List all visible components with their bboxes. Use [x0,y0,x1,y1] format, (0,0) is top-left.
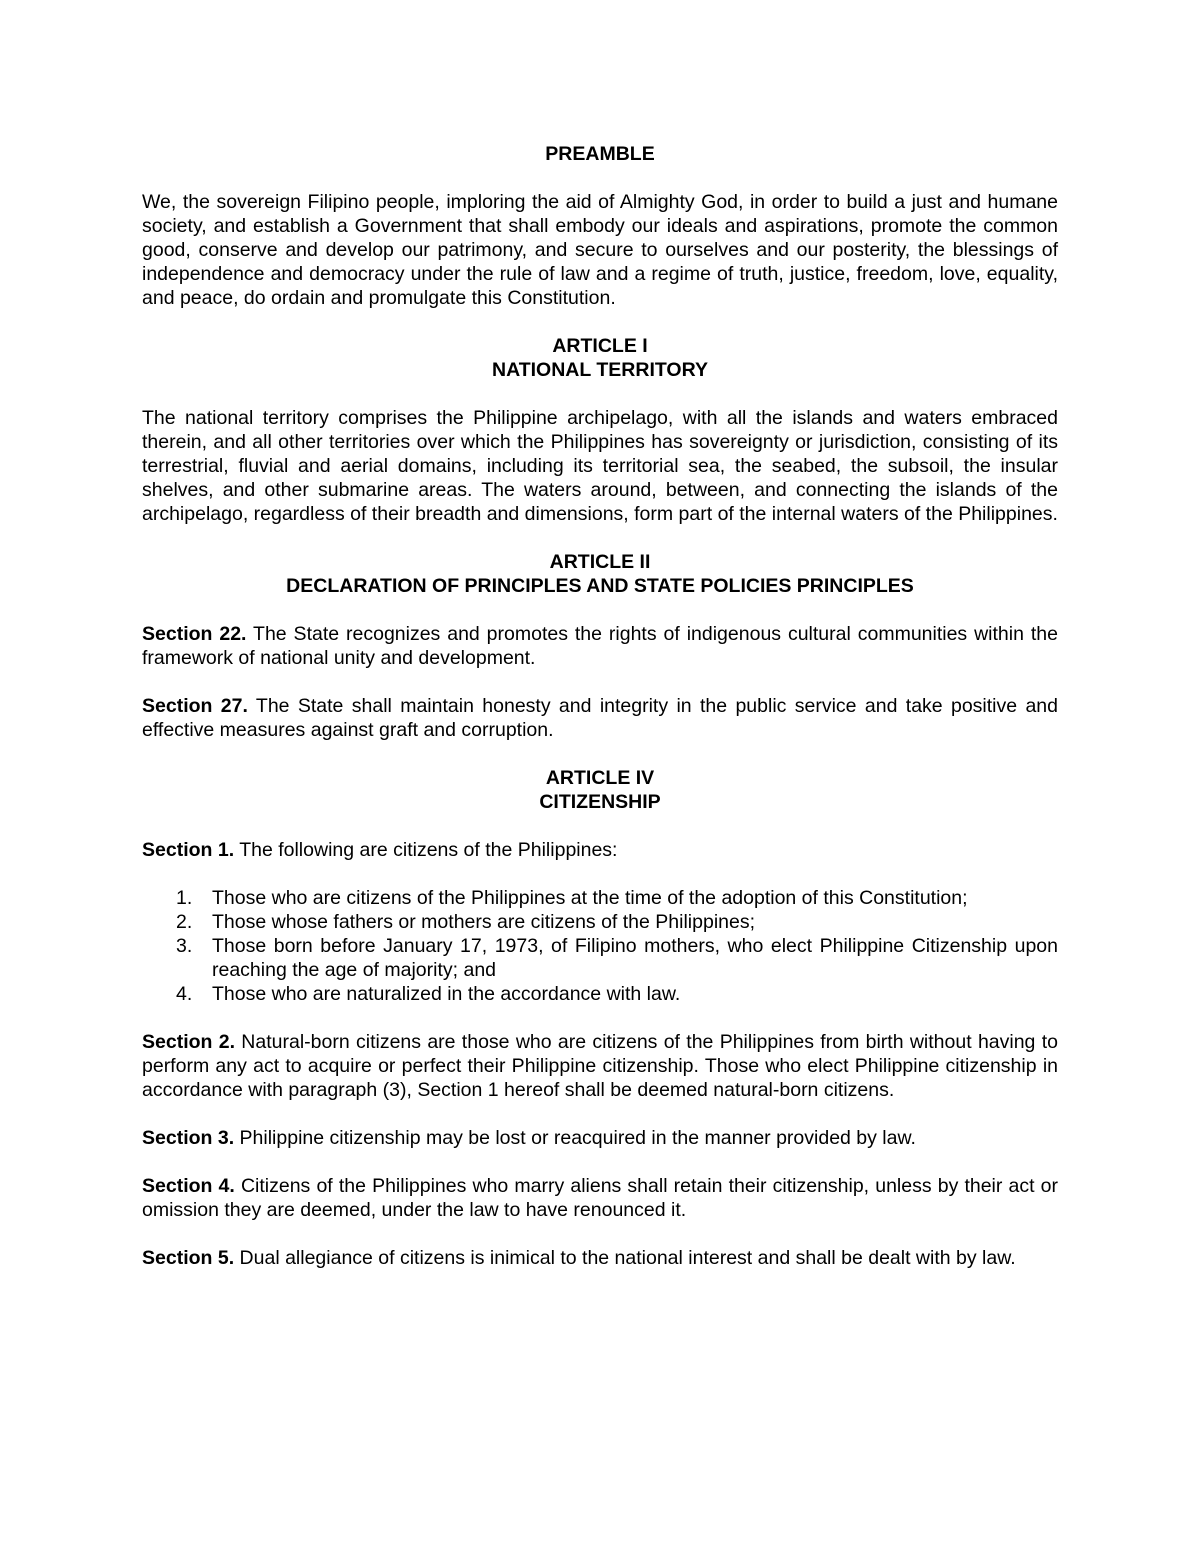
list-number: 1. [176,887,193,909]
article-4-title: CITIZENSHIP [539,791,661,813]
document-content [142,142,1058,1270]
article-1-text: The national territory comprises the Philippine archipelago, with all the islands and waters embraced therein, and all other territories over which the Philippines has sovereignty or jurisdiction, consisting of its terrestrial, fluvial and aerial domains, including its territorial sea, the seabed, the subsoil, the insular shelves, and other submarine areas. The waters around, between, and connecting the islands of the archipelago, regardless of their breadth and dimensions, form part of the internal waters of the Philippines. [142,407,1058,525]
section-text: Dual allegiance of citizens is inimical to the national interest and shall be dealt with by law. [234,1247,1016,1269]
article-4-section-1 [142,838,1058,862]
article-2-section-22 [142,622,1058,670]
article-2-heading: ARTICLE II [549,551,651,573]
list-item [142,886,1058,910]
section-label: Section 1. [142,839,235,861]
section-text: Citizens of the Philippines who marry aliens shall retain their citizenship, unless by their act or omission they are deemed, under the law to have renounced it. [142,1175,1058,1221]
section-text: Philippine citizenship may be lost or reacquired in the manner provided by law. [234,1127,916,1149]
article-4-section-5 [142,1246,1058,1270]
article-4-section-2 [142,1030,1058,1102]
article-2-title: DECLARATION OF PRINCIPLES AND STATE POLICIES PRINCIPLES [286,575,914,597]
list-number: 2. [176,911,193,933]
list-item [142,982,1058,1006]
section-label: Section 3. [142,1127,235,1149]
list-item [142,910,1058,934]
section-label: Section 4. [142,1175,235,1197]
article-2-section-27 [142,694,1058,742]
section-text: The State shall maintain honesty and integrity in the public service and take positive and effective measures against graft and corruption. [142,695,1058,741]
section-label: Section 27. [142,695,248,717]
article-1-title: NATIONAL TERRITORY [492,359,708,381]
article-4-section-4 [142,1174,1058,1222]
section-text: The State recognizes and promotes the rights of indigenous cultural communities within the framework of national unity and development. [142,623,1058,669]
article-4-heading: ARTICLE IV [545,767,655,789]
list-item [142,934,1058,982]
list-number: 4. [176,983,193,1005]
section-label: Section 5. [142,1247,235,1269]
list-item-text: Those born before January 17, 1973, of Filipino mothers, who elect Philippine Citizenship upon reaching the age of majority; and [212,935,1058,981]
section-text: Natural-born citizens are those who are citizens of the Philippines from birth without having to perform any act to acquire or perfect their Philippine citizenship. Those who elect Philippine citizenship in accordance with paragraph (3), Section 1 hereof shall be deemed natural-born citizens. [142,1031,1058,1101]
list-item-text: Those whose fathers or mothers are citizens of the Philippines; [212,911,756,933]
article-1-heading: ARTICLE I [552,335,648,357]
section-label: Section 22. [142,623,247,645]
preamble-title: PREAMBLE [545,143,655,165]
list-item-text: Those who are citizens of the Philippines at the time of the adoption of this Constitution; [212,887,968,909]
preamble-text: We, the sovereign Filipino people, imploring the aid of Almighty God, in order to build a just and humane society, and establish a Government that shall embody our ideals and aspirations, promote the common good, conserve and develop our patrimony, and secure to ourselves and our posterity, the blessings of independence and democracy under the rule of law and a regime of truth, justice, freedom, love, equality, and peace, do ordain and promulgate this Constitution. [142,191,1058,309]
list-number: 3. [176,935,193,957]
citizens-list [142,886,1058,1006]
section-label: Section 2. [142,1031,235,1053]
section-text: The following are citizens of the Philippines: [234,839,618,861]
article-4-section-3 [142,1126,1058,1150]
list-item-text: Those who are naturalized in the accordance with law. [212,983,681,1005]
